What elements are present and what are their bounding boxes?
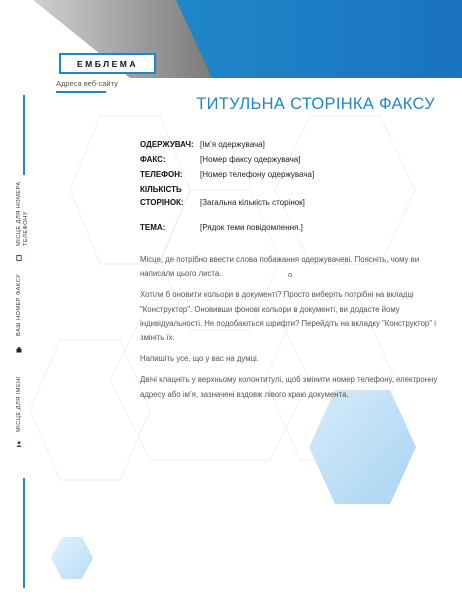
sidebar-name-text[interactable]: МІСЦЕ ДЛЯ ІМЕНІ: [16, 376, 22, 432]
logo-box[interactable]: [59, 53, 156, 74]
person-icon: [16, 441, 22, 447]
field-label-recipient: ОДЕРЖУВАЧ:: [140, 140, 194, 149]
phone-icon: [16, 255, 22, 261]
fax-icon: [16, 347, 22, 353]
sidebar-line-bottom: [23, 478, 25, 588]
field-label-subject: ТЕМА:: [140, 223, 166, 232]
field-label-pages-line1: КІЛЬКІСТЬ: [140, 185, 182, 194]
stray-character: о: [288, 270, 293, 279]
website-address[interactable]: Адреса веб-сайту: [56, 79, 118, 88]
hex-filled-small: [51, 537, 93, 579]
sidebar-fax-text[interactable]: ВАШ НОМЕР ФАКСУ: [16, 274, 22, 336]
page-title: ТИТУЛЬНА СТОРІНКА ФАКСУ: [196, 95, 435, 113]
header-rule: [56, 91, 106, 93]
field-value-fax[interactable]: [Номер факсу одержувача]: [200, 155, 301, 164]
header-blue-shape: [176, 0, 462, 78]
field-label-fax: ФАКС:: [140, 155, 166, 164]
hex-outline: [30, 340, 150, 480]
field-value-pages[interactable]: [Загальна кількість сторінок]: [200, 198, 305, 207]
body-paragraph: Напишіть усе, що у вас на думці.: [140, 354, 259, 364]
sidebar-line-top: [23, 95, 25, 175]
field-label-pages-line2: СТОРІНОК:: [140, 198, 184, 207]
body-paragraph: Хотіли б оновити кольори в документі? Просто виберіть потрібні на вкладці "Конструктор". Оновивши фонові кольори в документі, ви додасте йому індивідуальності. Не подобаються шрифти? Перейдіть на вкладку "Конструктор" і змініть їх.: [140, 290, 436, 343]
body-paragraph: Місце, де потрібно ввести слова побажання одержувачеві. Поясніть, чому ви написали цього листа.: [140, 255, 420, 279]
field-value-subject[interactable]: [Рядок теми повідомлення.]: [200, 223, 303, 232]
field-label-phone: ТЕЛЕФОН:: [140, 170, 183, 179]
hex-outline: [275, 116, 415, 264]
logo-text: ЕМБЛЕМА: [76, 58, 138, 69]
sidebar-phone-text[interactable]: МІСЦЕ ДЛЯ НОМЕРА ТЕЛЕФОНУ: [16, 181, 29, 246]
field-value-phone[interactable]: [Номер телефону одержувача]: [200, 170, 315, 179]
field-value-recipient[interactable]: [Ім’я одержувача]: [200, 140, 265, 149]
body-paragraph: Двічі клацніть у верхньому колонтитулі, щоб змінити номер телефону, електронну адресу або ім’я, зазначені вздовж лівого краю документа.: [140, 375, 438, 399]
